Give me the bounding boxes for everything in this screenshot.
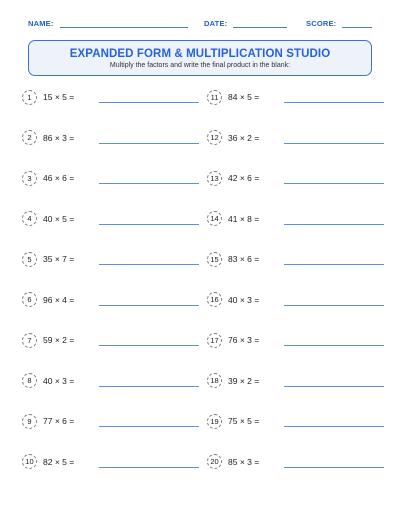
name-blank[interactable] <box>60 18 188 28</box>
answer-blank[interactable] <box>284 456 384 468</box>
problem-expression: 40 × 3 = <box>228 294 260 305</box>
problem-row <box>22 87 202 107</box>
answer-blank[interactable] <box>99 172 199 184</box>
problem-expression: 36 × 2 = <box>228 132 260 143</box>
date-field[interactable] <box>204 18 287 28</box>
answer-blank[interactable] <box>99 334 199 346</box>
problem-expression: 75 × 5 = <box>228 416 260 426</box>
problem-expression: 39 × 2 = <box>228 375 260 386</box>
date-label: DATE: <box>204 19 228 28</box>
score-label: SCORE: <box>306 19 337 28</box>
problem-expression: 15 × 5 = <box>43 92 75 102</box>
answer-blank[interactable] <box>99 213 199 225</box>
problem-number-badge: 18 <box>207 373 222 388</box>
problem-expression: 40 × 3 = <box>43 375 75 386</box>
problem-expression: 59 × 2 = <box>43 335 75 345</box>
page-title: EXPANDED FORM & MULTIPLICATION STUDIO <box>69 48 331 60</box>
answer-blank[interactable] <box>99 415 199 427</box>
problem-row <box>207 209 387 229</box>
problem-expression: 85 × 3 = <box>228 456 260 467</box>
problem-number-badge: 7 <box>22 333 37 348</box>
problem-number-badge: 13 <box>207 171 222 186</box>
answer-blank[interactable] <box>99 132 199 144</box>
problem-number-badge: 9 <box>22 414 37 429</box>
problem-number-badge: 17 <box>207 333 222 348</box>
answer-blank[interactable] <box>284 375 384 387</box>
date-blank[interactable] <box>233 18 287 28</box>
problem-expression: 40 × 5 = <box>43 213 75 224</box>
problem-row <box>207 411 387 431</box>
instructions: Multiply the factors and write the final product in the blank: <box>109 62 291 69</box>
answer-blank[interactable] <box>99 91 199 103</box>
problem-row <box>22 330 202 350</box>
problem-row <box>22 168 202 188</box>
problem-row <box>207 452 387 472</box>
worksheet-header <box>28 18 372 32</box>
problem-row <box>22 411 202 431</box>
answer-blank[interactable] <box>284 213 384 225</box>
problem-number-badge: 15 <box>207 252 222 267</box>
answer-blank[interactable] <box>284 415 384 427</box>
problem-row <box>207 249 387 269</box>
problem-number-badge: 3 <box>22 171 37 186</box>
answer-blank[interactable] <box>99 294 199 306</box>
problem-column-right <box>207 87 387 477</box>
answer-blank[interactable] <box>99 375 199 387</box>
answer-blank[interactable] <box>99 253 199 265</box>
problem-expression: 77 × 6 = <box>43 416 75 426</box>
name-field[interactable] <box>28 18 188 28</box>
problem-column-left <box>22 87 202 477</box>
problem-row <box>22 452 202 472</box>
problem-number-badge: 19 <box>207 414 222 429</box>
answer-blank[interactable] <box>284 253 384 265</box>
problem-row <box>207 128 387 148</box>
problem-expression: 42 × 6 = <box>228 173 260 183</box>
problem-expression: 35 × 7 = <box>43 254 75 264</box>
problem-expression: 86 × 3 = <box>43 132 75 143</box>
problem-row <box>22 249 202 269</box>
problem-expression: 84 × 5 = <box>228 92 260 102</box>
problem-number-badge: 11 <box>207 90 222 105</box>
problem-number-badge: 10 <box>22 454 37 469</box>
answer-blank[interactable] <box>284 91 384 103</box>
problem-number-badge: 4 <box>22 211 37 226</box>
problem-row <box>22 371 202 391</box>
problem-number-badge: 20 <box>207 454 222 469</box>
problem-number-badge: 2 <box>22 130 37 145</box>
answer-blank[interactable] <box>99 456 199 468</box>
answer-blank[interactable] <box>284 334 384 346</box>
problem-row <box>22 128 202 148</box>
problem-expression: 76 × 3 = <box>228 335 260 345</box>
problem-expression: 41 × 8 = <box>228 213 260 224</box>
answer-blank[interactable] <box>284 132 384 144</box>
problem-number-badge: 8 <box>22 373 37 388</box>
problem-row <box>22 290 202 310</box>
problem-number-badge: 12 <box>207 130 222 145</box>
answer-blank[interactable] <box>284 294 384 306</box>
problem-expression: 96 × 4 = <box>43 294 75 305</box>
problem-row <box>207 168 387 188</box>
problem-grid <box>22 87 378 477</box>
problem-number-badge: 5 <box>22 252 37 267</box>
problem-expression: 46 × 6 = <box>43 173 75 183</box>
name-label: NAME: <box>28 19 54 28</box>
problem-number-badge: 6 <box>22 292 37 307</box>
answer-blank[interactable] <box>284 172 384 184</box>
problem-expression: 82 × 5 = <box>43 456 75 467</box>
problem-row <box>207 371 387 391</box>
score-blank[interactable] <box>342 18 372 28</box>
problem-number-badge: 1 <box>22 90 37 105</box>
problem-number-badge: 14 <box>207 211 222 226</box>
problem-row <box>207 87 387 107</box>
problem-expression: 83 × 6 = <box>228 254 260 264</box>
title-box <box>28 40 372 76</box>
problem-row <box>22 209 202 229</box>
problem-number-badge: 16 <box>207 292 222 307</box>
problem-row <box>207 290 387 310</box>
problem-row <box>207 330 387 350</box>
score-field[interactable] <box>306 18 372 28</box>
